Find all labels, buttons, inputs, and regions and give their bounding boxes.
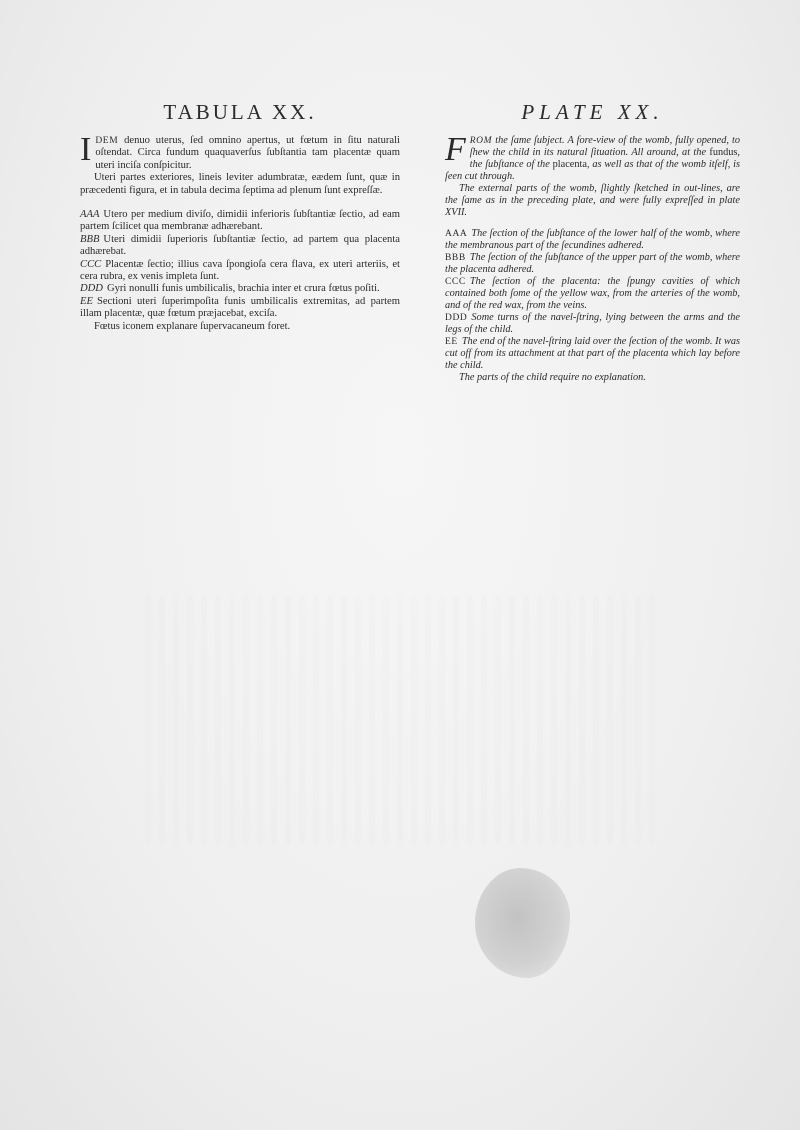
entry-text: The ſection of the placenta: the ſpungy cavities of which contained both ſome of the yellow wax, from the arteries of the womb, and of the red wax, from the veins. <box>445 276 740 311</box>
latin-intro-smallcaps: DEM <box>95 136 119 146</box>
latin-dropcap: I <box>80 131 92 168</box>
entry-key: CCC <box>445 277 466 287</box>
paper-stain <box>475 868 570 978</box>
english-intro-fundus: fundus <box>709 147 738 158</box>
latin-closing: Fœtus iconem explanare ſupervacaneum foret. <box>94 320 291 332</box>
english-intro-smallcaps: ROM <box>469 136 493 146</box>
english-closing: The parts of the child require no explanation. <box>459 372 646 383</box>
latin-entry-bbb <box>80 234 400 259</box>
english-dropcap: F <box>445 131 466 168</box>
entry-text: The end of the navel-ſtring laid over the ſection of the womb. It was cut off from its attachment at that part of the placenta which lay before the child. <box>445 336 740 371</box>
entry-text: The ſection of the ſubſtance of the upper part of the womb, where the placenta adhered. <box>445 252 740 275</box>
entry-text: Uteri dimidii ſuperioris ſubſtantiæ ſectio, ad partem qua placenta adhærebat. <box>80 233 400 258</box>
entry-key: DDD <box>445 313 468 323</box>
latin-title: TABULA XX. <box>163 100 317 124</box>
english-intro-text-2: , the ſubſtance of the <box>469 147 740 170</box>
latin-entry-ddd <box>80 283 400 295</box>
english-intro <box>445 131 740 183</box>
latin-intro <box>80 131 400 172</box>
latin-entry-ee <box>80 296 400 321</box>
latin-entry-aaa <box>80 209 400 234</box>
english-intro-text-1: the ſame ſubject. A fore-view of the womb, fully opened, to ſhew the child in its natural ſituation. All around, at the <box>469 135 740 158</box>
latin-entry-ccc <box>80 259 400 284</box>
entry-key: AAA <box>445 229 468 239</box>
entry-key: CCC <box>80 258 102 270</box>
entry-text: Placentæ ſectio; illius cava ſpongioſa cera flava, ex uteri arteriis, et cera rubra, ex venis impleta ſunt. <box>80 258 400 283</box>
english-entry-ddd <box>445 312 740 336</box>
entry-key: DDD <box>80 283 103 295</box>
entry-key: AAA <box>80 209 100 221</box>
entry-key: EE <box>445 337 458 347</box>
english-entry-ee <box>445 336 740 372</box>
entry-text: Some turns of the navel-ſtring, lying between the arms and the legs of the child. <box>445 312 740 335</box>
entry-text: Utero per medium diviſo, dimidii inferioris ſubſtantiæ ſectio, ad eam partem ſcilicet qua membranæ adhærebant. <box>80 209 400 233</box>
english-entry-aaa <box>445 228 740 252</box>
entry-text: The ſection of the ſubſtance of the lower half of the womb, where the membranous part of the ſecundines adhered. <box>445 228 740 251</box>
latin-column <box>80 100 400 333</box>
english-title: PLATE XX. <box>521 100 664 124</box>
english-entry-bbb <box>445 252 740 276</box>
entry-text: Gyri nonulli funis umbilicalis, brachia inter et crura fœtus poſiti. <box>106 283 380 295</box>
english-intro-2: The external parts of the womb, ſlightly ſketched in out-lines, are the ſame as in the preceding plate, and were fully expreſſed in plate XVII. <box>445 183 740 218</box>
entry-text: Sectioni uteri ſuperimpoſita funis umbilicalis extremitas, ad partem illam placentæ, quæ fœtum præjacebat, exciſa. <box>80 295 400 320</box>
latin-intro-2: Uteri partes exteriores, lineis leviter adumbratæ, eædem ſunt, quæ in præcedenti figura, et in tabula decima ſeptima ad plenum ſunt expreſſæ. <box>80 172 400 196</box>
english-entry-ccc <box>445 276 740 312</box>
english-column <box>445 100 740 384</box>
entry-key: EE <box>80 295 93 307</box>
english-intro-text-3: , as well as that of the womb itſelf, is ſeen cut through. <box>445 159 740 182</box>
bleed-through-figure <box>145 595 655 845</box>
entry-key: BBB <box>80 233 100 245</box>
entry-key: BBB <box>445 253 466 263</box>
latin-intro-text: denuo uterus, ſed omnino apertus, ut fœtum in ſitu naturali oſtendat. Circa fundum quaquaverſus ſubſtantia tam placentæ quam uteri inciſa conſpicitur. <box>95 135 400 171</box>
english-intro-placenta: placenta <box>552 159 587 170</box>
